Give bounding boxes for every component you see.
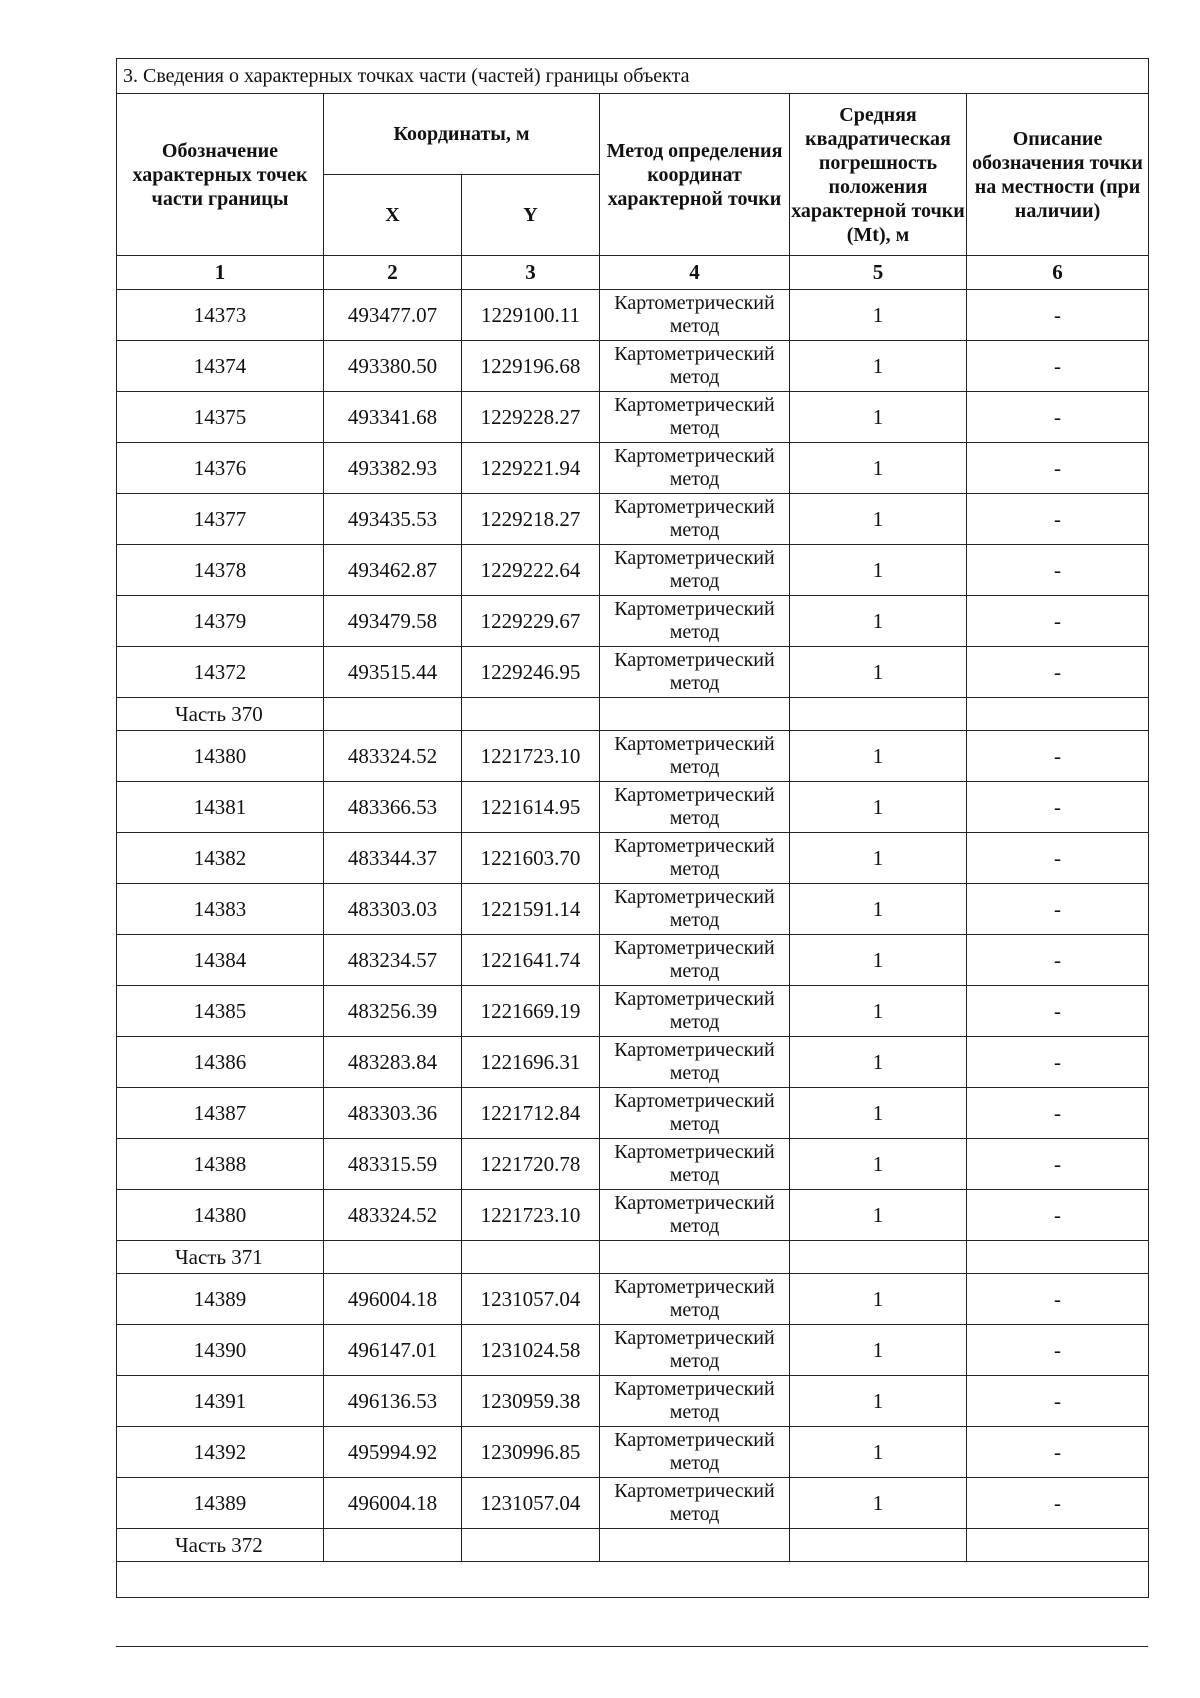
empty-cell [967,1529,1149,1562]
column-number: 2 [324,256,462,290]
mt-value: 1 [790,782,967,833]
coord-x: 495994.92 [324,1427,462,1478]
description-cell: - [967,833,1149,884]
point-id: 14387 [117,1088,324,1139]
description-cell: - [967,884,1149,935]
mt-value: 1 [790,1427,967,1478]
description-cell: - [967,647,1149,698]
table-row [117,1376,1149,1427]
point-id: 14389 [117,1478,324,1529]
footer-divider [116,1646,1148,1647]
point-id: 14390 [117,1325,324,1376]
header-description: Описание обозначения точки на местности (при наличии) [967,94,1149,256]
coord-y: 1221603.70 [462,833,600,884]
mt-value: 1 [790,1376,967,1427]
method-cell: Картометрический метод [600,935,790,986]
coord-x: 493462.87 [324,545,462,596]
description-cell: - [967,986,1149,1037]
mt-value: 1 [790,1037,967,1088]
coord-x: 493341.68 [324,392,462,443]
point-id: 14380 [117,731,324,782]
coord-y: 1221641.74 [462,935,600,986]
coord-x: 483366.53 [324,782,462,833]
description-cell: - [967,341,1149,392]
description-cell: - [967,494,1149,545]
empty-row [117,1562,1149,1598]
column-number: 3 [462,256,600,290]
description-cell: - [967,1190,1149,1241]
coord-y: 1221723.10 [462,731,600,782]
description-cell: - [967,1376,1149,1427]
empty-cell [790,698,967,731]
coord-x: 496136.53 [324,1376,462,1427]
table-row [117,1139,1149,1190]
mt-value: 1 [790,290,967,341]
coord-x: 496147.01 [324,1325,462,1376]
coord-y: 1229228.27 [462,392,600,443]
empty-cell [790,1241,967,1274]
coord-x: 483324.52 [324,731,462,782]
mt-value: 1 [790,935,967,986]
method-cell: Картометрический метод [600,1325,790,1376]
empty-cell [324,1241,462,1274]
method-cell: Картометрический метод [600,884,790,935]
coord-y: 1231057.04 [462,1274,600,1325]
method-cell: Картометрический метод [600,1037,790,1088]
empty-cell [462,698,600,731]
table-row [117,1088,1149,1139]
mt-value: 1 [790,731,967,782]
method-cell: Картометрический метод [600,1478,790,1529]
point-id: 14374 [117,341,324,392]
mt-value: 1 [790,1088,967,1139]
table-row [117,1274,1149,1325]
description-cell: - [967,443,1149,494]
column-number: 5 [790,256,967,290]
part-label: Часть 371 [117,1241,324,1274]
point-id: 14377 [117,494,324,545]
coord-y: 1221723.10 [462,1190,600,1241]
section-title: 3. Сведения о характерных точках части (частей) границы объекта [117,59,1149,94]
description-cell: - [967,1139,1149,1190]
empty-cell [117,1562,1149,1598]
method-cell: Картометрический метод [600,341,790,392]
table-row [117,1478,1149,1529]
point-id: 14375 [117,392,324,443]
mt-value: 1 [790,647,967,698]
method-cell: Картометрический метод [600,392,790,443]
method-cell: Картометрический метод [600,647,790,698]
table-row [117,986,1149,1037]
point-id: 14389 [117,1274,324,1325]
header-y: Y [462,175,600,256]
method-cell: Картометрический метод [600,545,790,596]
table-row [117,782,1149,833]
point-id: 14378 [117,545,324,596]
header-error: Средняя квадратическая погрешность положения характерной точки (Mt), м [790,94,967,256]
coord-y: 1231057.04 [462,1478,600,1529]
part-label: Часть 370 [117,698,324,731]
description-cell: - [967,1325,1149,1376]
empty-cell [967,698,1149,731]
method-cell: Картометрический метод [600,1376,790,1427]
description-cell: - [967,1427,1149,1478]
description-cell: - [967,1037,1149,1088]
header-method: Метод определения координат характерной точки [600,94,790,256]
column-number: 6 [967,256,1149,290]
boundary-points-table [116,58,1149,1598]
coord-y: 1221591.14 [462,884,600,935]
description-cell: - [967,1478,1149,1529]
coord-y: 1229218.27 [462,494,600,545]
empty-cell [324,1529,462,1562]
description-cell: - [967,545,1149,596]
description-cell: - [967,1274,1149,1325]
coord-y: 1230996.85 [462,1427,600,1478]
header-x: X [324,175,462,256]
coord-y: 1221720.78 [462,1139,600,1190]
empty-cell [462,1241,600,1274]
table-row [117,392,1149,443]
coord-x: 493479.58 [324,596,462,647]
table-row [117,1325,1149,1376]
point-id: 14379 [117,596,324,647]
mt-value: 1 [790,392,967,443]
mt-value: 1 [790,545,967,596]
method-cell: Картометрический метод [600,1190,790,1241]
coord-x: 483315.59 [324,1139,462,1190]
mt-value: 1 [790,1190,967,1241]
mt-value: 1 [790,1478,967,1529]
point-id: 14382 [117,833,324,884]
mt-value: 1 [790,1274,967,1325]
coord-x: 493382.93 [324,443,462,494]
method-cell: Картометрический метод [600,782,790,833]
coord-x: 483344.37 [324,833,462,884]
point-id: 14376 [117,443,324,494]
table-row [117,341,1149,392]
method-cell: Картометрический метод [600,731,790,782]
column-number: 1 [117,256,324,290]
coord-x: 493435.53 [324,494,462,545]
coord-x: 483234.57 [324,935,462,986]
mt-value: 1 [790,884,967,935]
method-cell: Картометрический метод [600,1139,790,1190]
description-cell: - [967,782,1149,833]
description-cell: - [967,935,1149,986]
coord-x: 496004.18 [324,1274,462,1325]
coord-y: 1229246.95 [462,647,600,698]
coord-y: 1221696.31 [462,1037,600,1088]
point-id: 14388 [117,1139,324,1190]
coord-y: 1229221.94 [462,443,600,494]
description-cell: - [967,290,1149,341]
point-id: 14392 [117,1427,324,1478]
method-cell: Картометрический метод [600,986,790,1037]
method-cell: Картометрический метод [600,290,790,341]
part-row [117,698,1149,731]
mt-value: 1 [790,1325,967,1376]
table-row [117,731,1149,782]
coord-y: 1221614.95 [462,782,600,833]
point-id: 14380 [117,1190,324,1241]
coord-y: 1229222.64 [462,545,600,596]
part-label: Часть 372 [117,1529,324,1562]
table-row [117,1427,1149,1478]
empty-cell [967,1241,1149,1274]
coord-x: 493380.50 [324,341,462,392]
table-row [117,494,1149,545]
header-point-designation: Обозначение характерных точек части границы [117,94,324,256]
header-coordinates: Координаты, м [324,94,600,175]
description-cell: - [967,392,1149,443]
table-row [117,647,1149,698]
empty-cell [324,698,462,731]
coord-y: 1221712.84 [462,1088,600,1139]
table-row [117,545,1149,596]
coord-x: 483303.36 [324,1088,462,1139]
coord-x: 483283.84 [324,1037,462,1088]
point-id: 14391 [117,1376,324,1427]
point-id: 14386 [117,1037,324,1088]
empty-cell [462,1529,600,1562]
point-id: 14384 [117,935,324,986]
mt-value: 1 [790,986,967,1037]
mt-value: 1 [790,1139,967,1190]
table-row [117,290,1149,341]
coord-x: 496004.18 [324,1478,462,1529]
coord-y: 1229100.11 [462,290,600,341]
method-cell: Картометрический метод [600,1427,790,1478]
empty-cell [600,698,790,731]
mt-value: 1 [790,494,967,545]
mt-value: 1 [790,833,967,884]
description-cell: - [967,731,1149,782]
table-row [117,935,1149,986]
table-row [117,833,1149,884]
column-number: 4 [600,256,790,290]
method-cell: Картометрический метод [600,1088,790,1139]
mt-value: 1 [790,341,967,392]
table-row [117,884,1149,935]
empty-cell [600,1241,790,1274]
method-cell: Картометрический метод [600,596,790,647]
method-cell: Картометрический метод [600,494,790,545]
point-id: 14381 [117,782,324,833]
table-row [117,596,1149,647]
coord-y: 1229196.68 [462,341,600,392]
coord-y: 1230959.38 [462,1376,600,1427]
method-cell: Картометрический метод [600,443,790,494]
coord-y: 1221669.19 [462,986,600,1037]
part-row [117,1241,1149,1274]
coord-x: 483324.52 [324,1190,462,1241]
coord-x: 493477.07 [324,290,462,341]
point-id: 14373 [117,290,324,341]
coord-x: 493515.44 [324,647,462,698]
coord-x: 483256.39 [324,986,462,1037]
part-row [117,1529,1149,1562]
mt-value: 1 [790,443,967,494]
coord-y: 1229229.67 [462,596,600,647]
description-cell: - [967,1088,1149,1139]
table-row [117,443,1149,494]
point-id: 14385 [117,986,324,1037]
method-cell: Картометрический метод [600,833,790,884]
description-cell: - [967,596,1149,647]
point-id: 14372 [117,647,324,698]
empty-cell [790,1529,967,1562]
table-row [117,1037,1149,1088]
point-id: 14383 [117,884,324,935]
mt-value: 1 [790,596,967,647]
coord-x: 483303.03 [324,884,462,935]
empty-cell [600,1529,790,1562]
table-row [117,1190,1149,1241]
coord-y: 1231024.58 [462,1325,600,1376]
method-cell: Картометрический метод [600,1274,790,1325]
